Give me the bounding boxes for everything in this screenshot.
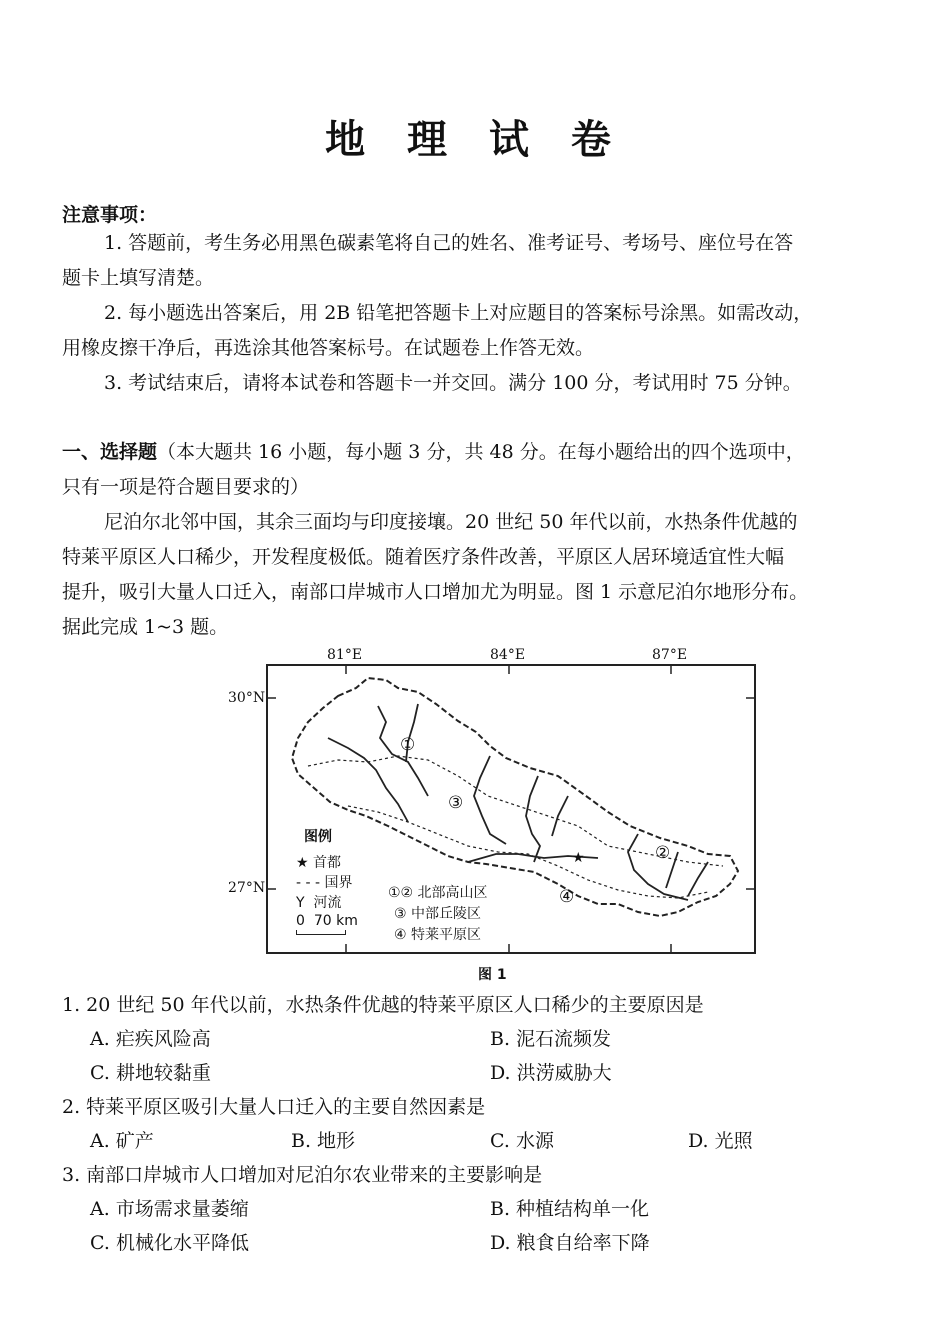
question-3-stem: 3. 南部口岸城市人口增加对尼泊尔农业带来的主要影响是 bbox=[62, 1164, 543, 1186]
passage-line-3: 提升，吸引大量人口迁入，南部口岸城市人口增加尤为明显。图 1 示意尼泊尔地形分布。 bbox=[62, 581, 809, 603]
question-2-option-b[interactable]: B. 地形 bbox=[291, 1130, 356, 1152]
question-2-option-c[interactable]: C. 水源 bbox=[490, 1130, 554, 1152]
region-mark-3: ③ bbox=[448, 793, 464, 813]
legend-capital-label: 首都 bbox=[313, 855, 342, 871]
question-3-option-a[interactable]: A. 市场需求量萎缩 bbox=[90, 1198, 249, 1220]
note-1-line-1: 1. 答题前，考生务必用黑色碳素笔将自己的姓名、准考证号、考场号、座位号在答 bbox=[104, 232, 794, 254]
country-border bbox=[292, 678, 738, 916]
legend-river-icon: Y bbox=[296, 895, 314, 911]
passage-line-2: 特莱平原区人口稀少，开发程度极低。随着医疗条件改善，平原区人居环境适宜性大幅 bbox=[62, 546, 785, 568]
section-1-heading: 一、选择题 bbox=[62, 441, 158, 463]
legend-region-3: ③ 中部丘陵区 bbox=[394, 906, 482, 922]
note-2-line-1: 2. 每小题选出答案后，用 2B 铅笔把答题卡上对应题目的答案标号涂黑。如需改动， bbox=[104, 302, 813, 324]
question-1-option-a[interactable]: A. 疟疾风险高 bbox=[90, 1028, 211, 1050]
legend-capital-row bbox=[296, 852, 341, 872]
river-gandaki-trib bbox=[552, 796, 568, 836]
capital-star-icon: ★ bbox=[572, 850, 585, 866]
question-2-stem: 2. 特莱平原区吸引大量人口迁入的主要自然因素是 bbox=[62, 1096, 486, 1118]
region-mark-1: ① bbox=[400, 735, 416, 755]
note-1-line-2: 题卡上填写清楚。 bbox=[62, 267, 215, 289]
note-3: 3. 考试结束后，请将本试卷和答题卡一并交回。满分 100 分，考试用时 75 分钟。 bbox=[104, 372, 802, 394]
section-1-line-1 bbox=[62, 435, 805, 469]
lon-label-84: 84°E bbox=[490, 647, 526, 663]
legend-border-icon: - - - bbox=[296, 875, 325, 891]
legend-region-4: ④ 特莱平原区 bbox=[394, 927, 482, 943]
lat-label-27: 27°N bbox=[228, 880, 266, 896]
question-1-option-b[interactable]: B. 泥石流频发 bbox=[490, 1028, 612, 1050]
legend-border-row bbox=[296, 872, 353, 892]
legend-scale-bar bbox=[296, 930, 346, 935]
river-kosi-trib2 bbox=[688, 862, 708, 896]
figure-caption: 图 1 bbox=[478, 967, 507, 983]
legend-title: 图例 bbox=[304, 829, 332, 845]
legend-scale-unit: 70 km bbox=[313, 913, 358, 929]
question-3-option-c[interactable]: C. 机械化水平降低 bbox=[90, 1232, 249, 1254]
legend-scale-zero: 0 bbox=[296, 913, 305, 929]
question-3-option-d[interactable]: D. 粮食自给率下降 bbox=[490, 1232, 650, 1254]
question-1-option-c[interactable]: C. 耕地较黏重 bbox=[90, 1062, 211, 1084]
legend-scale-row bbox=[296, 913, 358, 929]
legend-capital-icon: ★ bbox=[296, 855, 314, 871]
lon-label-81: 81°E bbox=[327, 647, 363, 663]
question-2-option-a[interactable]: A. 矿产 bbox=[90, 1130, 154, 1152]
question-3-option-b[interactable]: B. 种植结构单一化 bbox=[490, 1198, 650, 1220]
question-2-option-d[interactable]: D. 光照 bbox=[688, 1130, 753, 1152]
legend-border-label: 国界 bbox=[324, 875, 353, 891]
section-1-line-2: 只有一项是符合题目要求的） bbox=[62, 476, 310, 498]
lat-label-30: 30°N bbox=[228, 690, 266, 706]
river-gandaki bbox=[526, 776, 540, 862]
lon-label-87: 87°E bbox=[652, 647, 688, 663]
section-1-desc: （本大题共 16 小题，每小题 3 分，共 48 分。在每小题给出的四个选项中， bbox=[157, 441, 805, 463]
legend-river-label: 河流 bbox=[313, 895, 342, 911]
passage-line-1: 尼泊尔北邻中国，其余三面均与印度接壤。20 世纪 50 年代以前，水热条件优越的 bbox=[104, 511, 798, 533]
page-title: 地 理 试 卷 bbox=[325, 116, 625, 163]
question-1-stem: 1. 20 世纪 50 年代以前，水热条件优越的特莱平原区人口稀少的主要原因是 bbox=[62, 994, 704, 1016]
question-1-option-d[interactable]: D. 洪涝威胁大 bbox=[490, 1062, 612, 1084]
region-mark-2: ② bbox=[655, 843, 671, 863]
legend-river-row bbox=[296, 892, 341, 912]
legend-region-12: ①② 北部高山区 bbox=[388, 885, 488, 901]
note-2-line-2: 用橡皮擦干净后，再选涂其他答案标号。在试题卷上作答无效。 bbox=[62, 337, 595, 359]
region-mark-4: ④ bbox=[559, 887, 575, 907]
passage-line-4: 据此完成 1~3 题。 bbox=[62, 616, 229, 638]
notes-heading: 注意事项： bbox=[62, 204, 158, 226]
